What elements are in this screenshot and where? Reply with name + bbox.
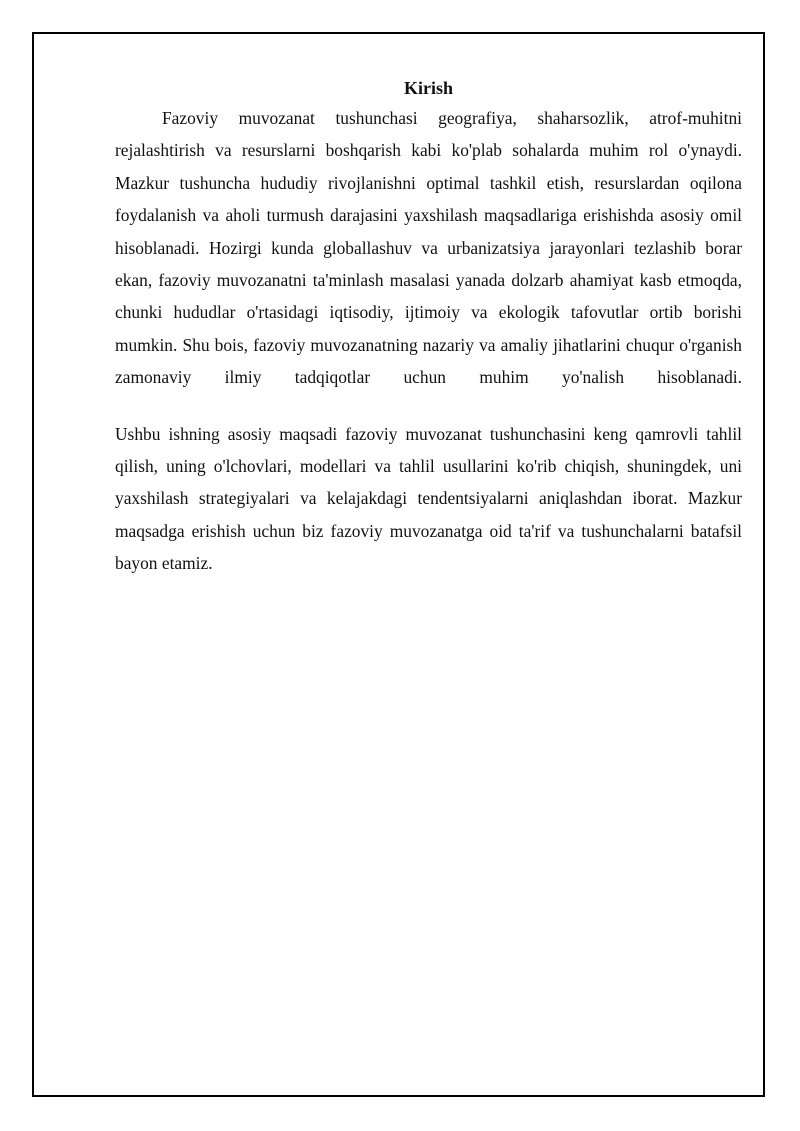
- paragraph-1: Fazoviy muvozanat tushunchasi geografiya, shaharsozlik, atrof-muhitni rejalashtirish va resurslarni boshqarish kabi ko'plab sohalarda muhim rol o'ynaydi. Mazkur tushuncha hududiy rivojlanishni optimal tashkil etish, resurslardan oqilona foydalanish va aholi turmush darajasini yaxshilash maqsadlariga erishishda asosiy omil hisoblanadi. Hozirgi kunda globallashuv va urbanizatsiya jarayonlari tezlashib borar ekan, fazoviy muvozanatni ta'minlash masalasi yanada dolzarb ahamiyat kasb etmoqda, chunki hududlar o'rtasidagi iqtisodiy, ijtimoiy va ekologik tafovutlar ortib borishi mumkin. Shu bois, fazoviy muvozanatning nazariy va amaliy jihatlarini chuqur o'rganish zamonaviy ilmiy tadqiqotlar uchun muhim yo'nalish hisoblanadi.: [115, 108, 742, 388]
- paragraph-2: Ushbu ishning asosiy maqsadi fazoviy muvozanat tushunchasini keng qamrovli tahlil qilish, uning o'lchovlari, modellari va tahlil usullarini ko'rib chiqish, shuningdek, uni yaxshilash strategiyalari va kelajakdagi tendentsiyalarni aniqlashdan iborat. Mazkur maqsadga erishish uchun biz fazoviy muvozanatga oid ta'rif va tushunchalarni batafsil bayon etamiz.: [115, 423, 742, 574]
- document-title: Kirish: [403, 78, 453, 98]
- document-body: [115, 74, 742, 580]
